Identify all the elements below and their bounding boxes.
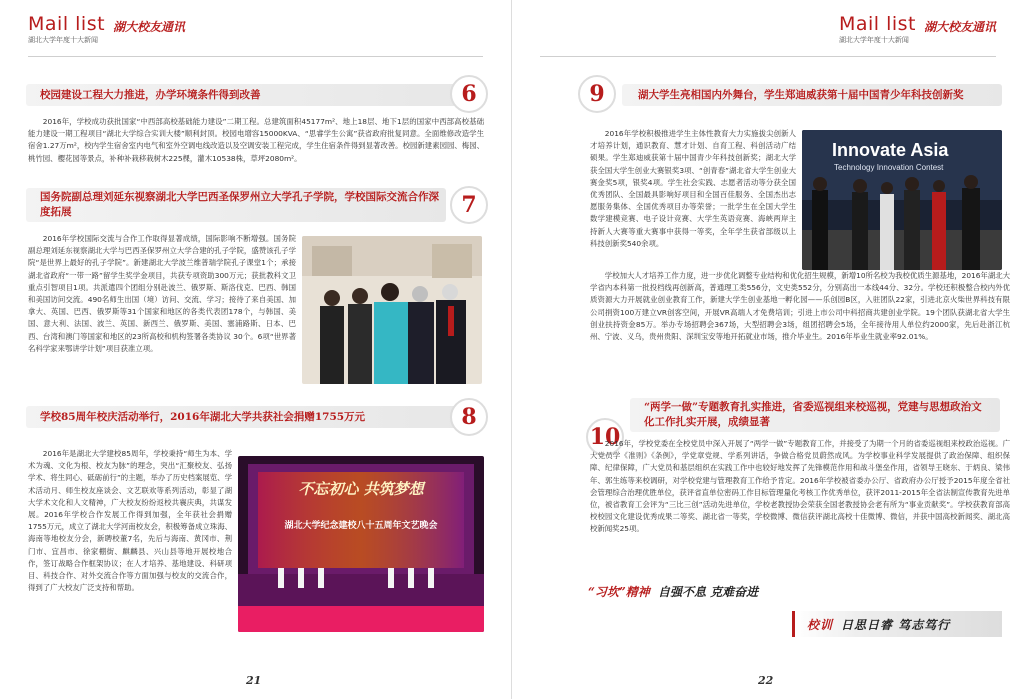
masthead-right <box>839 14 996 45</box>
number-badge-8: 8 <box>450 398 488 436</box>
right-page <box>512 0 1024 699</box>
headline-6: 校园建设工程大力推进，办学环境条件得到改善 <box>40 88 261 101</box>
paragraph-9b: 学校加大人才培养工作力度，进一步优化调整专业结构和优化招生规模，新增10所名校为我校优质生源基地，2016年湖北大学省内本科第一批投档线再创新高，普通理工类556分，文史类552分，分别高出一本线44分、32分。学校还积极整合校内外优质资源大力开展就业创业教育工作，新建大学生创业基地一孵化园——乐创园B区，入驻团队22家，引进北京火柴世界科技有限公司捐资100万建立VR创客空间，开展VR高端人才免费培训；引进上市公司中科招商共建创业学院。19个团队获湖北省大学生创业扶持资金85万。举办专场招聘会367场，大型招聘会3场，组团招聘会5场，全年接待用人单位约2000家，先后赴浙江杭州、宁波、义乌，贵州贵阳、深圳宝安等地开拓就业市场，推介毕业生。2016年毕业生就业率92.01%。 <box>590 271 1010 342</box>
spirit-slogan-text: 自强不息 克难奋进 <box>658 585 759 599</box>
gala-banner-motto: 不忘初心 共筑梦想 <box>298 480 424 498</box>
paragraph-10: 2016年，学校党委在全校党员中深入开展了“两学一做”专题教育工作，并接受了为期一个月的省委巡视组来校政治巡视。广大党员学《准则》《条例》，学党章党规、学系列讲话，争做合格党员蔚然成风。为学校事业科学发展提供了政治保障、组织保障、纪律保障，广大党员和基层组织在实践工作中也较好地发挥了先锋模范作用和战斗堡垒作用，省领导王晓东、于炳良、梁伟年、郭生练等来校调研，对学校党建与管理教育工作给予肯定。2016年学校被省委办公厅、省政府办公厅授予2015年度全省社会管理综合治理优胜单位，获评省直单位密码工作目标管理量化考核工作优秀单位，获评2011-2015年全省法制宣传教育先进单位，被省教育工会评为“三比三创”活动先进单位，学校老教授协会荣获全国老教授协会老有所为“事业贡献奖”。学校获教育部高校校园文化建设优秀成果二等奖、湖北省一等奖，学校微博、微信获评湖北高校十佳微博、微信，并获中国高校新闻奖、湖北高校新闻奖25项。 <box>590 439 1010 534</box>
school-motto-text: 日思日睿 笃志笃行 <box>841 617 951 632</box>
headline-9: 湖大学生亮相国内外舞台，学生郑迪威获第十届中国青少年科技创新奖 <box>638 88 964 101</box>
number-badge-9: 9 <box>578 75 616 113</box>
masthead-divider <box>28 56 483 57</box>
headline-bar-10 <box>630 398 1000 432</box>
visit-photo-illustration <box>302 236 482 384</box>
innovate-asia-photo <box>802 130 1002 270</box>
screen-title-text: Innovate Asia <box>832 140 949 160</box>
paragraph-7: 2016年学校国际交流与合作工作取得显著成绩，国际影响不断增强。国务院副总理刘延东视察湖北大学与巴西圣保罗州立大学合建的孔子学院，盛赞该孔子学院“是世界上最好的孔子学院”。新建湖北大学波兰维普瑞学院孔子课堂1个；承接湖北省政府“一带一路”留学生奖学金项目，共获专项资助300万元；获批教科文卫重点引智项目1项。共派遣四个团组分别赴波兰、俄罗斯、斯洛伐克、巴西、韩国和美国访问交流。490名师生出国（境）访问、交流、学习；接待了来自美国、加拿大、英国、巴西、俄罗斯等31个国家和地区的各类代表团178个，与韩国、美国、意大利、法国、波兰、英国、新西兰、俄罗斯、美国、塞浦路斯、日本、巴西、台湾和澳门等国家和地区的23所高校和机构签署各类协议 30个。6项“世界著名科学家来鄂讲学计划”项目获准立项。 <box>28 234 296 353</box>
spirit-slogan <box>588 583 758 600</box>
mail-list-title: Mail list <box>28 13 106 35</box>
screen-subtitle-text: Technology Innovation Contest <box>834 163 944 172</box>
headline-7: 国务院副总理刘延东视察湖北大学巴西圣保罗州立大学孔子学院，学校国际交流合作深度拓展 <box>40 191 439 218</box>
visit-photo <box>302 236 482 384</box>
masthead-script-title-right: 湖大校友通讯 <box>923 20 996 34</box>
headline-10: “两学一做”专题教育扎实推进，省委巡视组来校巡视，党建与思想政治文化工作扎实开展，成绩显著 <box>644 401 982 428</box>
headline-bar-6 <box>26 84 466 106</box>
paragraph-8: 2016年是湖北大学建校85周年，学校秉持“师生为本、学术为魂、文化为根、校友为脉”的理念，突出“汇聚校友、弘扬学术、将生同心、砥砺前行”的主题，举办了历史档案展览、学术活动月、师生校友座谈会、文艺联欢等系列活动，彰显了湖大学术文化和人文精神，广大校友纷纷返校共襄庆典，共谋发展。2016年学校合作发展工作得到加强，全年获社会捐赠1755万元，成立了湖北大学河南校友会，积极筹备成立珠海、海南等地校友分会，新聘校董7名，先后与海南、黄冈市、荆门市、宜昌市、徐家棚街、麒麟县、兴山县等地开展校地合作，签订战略合作框架协议；在人才培养、基地建设、科研项目、科技合作、对外交流合作等方面加强与校友的交流合作，得到了广大校友广泛支持和帮助。 <box>28 449 232 593</box>
masthead-subtitle: 湖北大学年度十大新闻 <box>28 36 98 44</box>
page-number-left: 21 <box>246 674 262 687</box>
school-motto-label: 校训 <box>807 617 834 632</box>
masthead <box>28 14 185 45</box>
paragraph-9a: 2016年学校积极推进学生主体性教育大力实施拔尖创新人才培养计划，通识教育、慧才计划、自育工程、科创活动广结硕果。学生郑迪威获第十届中国青少年科技创新奖；湖北大学获全国大学生创业大赛银奖3项、“创青春”湖北省大学生创业大赛金奖5项，银奖4项。学生社会实践、志愿者活动等分获全国优秀团队、全国最具影响好项目和全国百佳服务、全国杰出志愿服务集体、全国优秀项目办等荣誉；一批学生在全国大学生数学建模竞赛、电子设计竞赛、大学生英语竞赛、海峡两岸主持新人大赛等重大赛事中获得一等奖，全年学生获省部级以上科技创新奖540余项。 <box>590 129 796 248</box>
school-motto-bar <box>792 611 1002 637</box>
gala-photo <box>238 456 484 632</box>
paragraph-6: 2016年，学校成功获批国家“中西部高校基础能力建设”二期工程。总建筑面积45177m²、地上18层、地下1层的国家中西部高校基础能力建设一期工程项目“湖北大学综合实训大楼”顺利封顶。校园电增容15000KVA、“思睿学生公寓”获省政府批复同意。全面维修改造学生宿舍1.27万m²，校内学生宿舍室内电气和室外空调电线改造以及空调安装工程完成，学生住宿条件得到显著改善。校园新建素园园、梅园、桃竹园、樱花园等景点，补种补栽移栽树木225棵，灌木10538株，草坪2080m²。 <box>28 117 484 163</box>
masthead-script-title: 湖大校友通讯 <box>113 20 186 34</box>
masthead-subtitle-right: 湖北大学年度十大新闻 <box>838 36 909 44</box>
number-badge-7: 7 <box>450 186 488 224</box>
number-badge-10: 10 <box>586 418 624 456</box>
page-number-right: 22 <box>758 674 774 687</box>
masthead-divider-right <box>540 56 996 57</box>
mail-list-title-right: Mail list <box>838 13 916 35</box>
headline-bar-8 <box>26 406 466 428</box>
headline-bar-7 <box>26 188 446 222</box>
spirit-slogan-tag: “习坎”精神 <box>588 585 650 599</box>
gala-banner-title: 湖北大学纪念建校八十五周年文艺晚会 <box>284 521 438 531</box>
number-badge-6: 6 <box>450 75 488 113</box>
headline-bar-9 <box>622 84 1002 106</box>
headline-8: 学校85周年校庆活动举行，2016年湖北大学共获社会捐赠1755万元 <box>40 410 366 423</box>
